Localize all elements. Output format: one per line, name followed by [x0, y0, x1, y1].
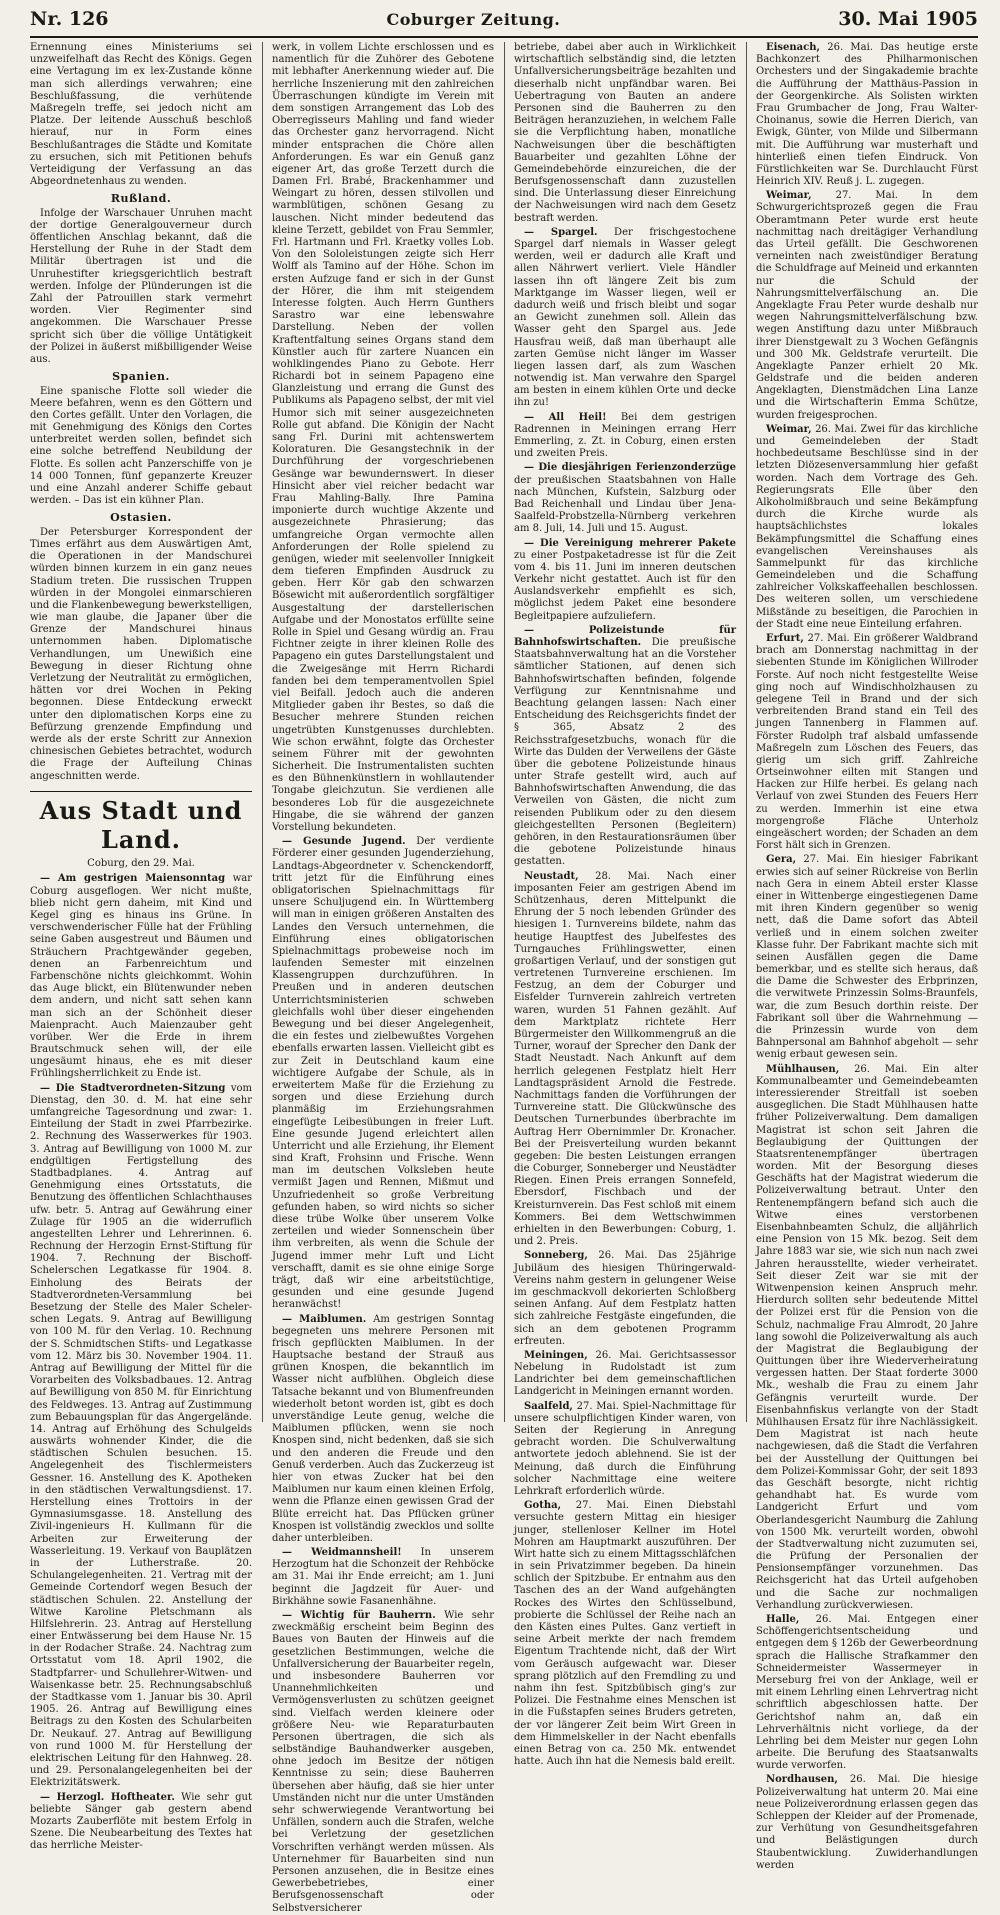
item-title: — Polizeistunde für Bahnhofswirtschaften. — [514, 624, 736, 648]
article-item — [30, 1792, 252, 1853]
article-item — [272, 1314, 494, 1546]
item-text: Der verdiente Förderer einer gesunden Jugenderziehung, Landtags-Abgeordneter v. Schenckendorff, tritt jetzt für die Einführung eines obligatorischen Spielnachmittags für unsere Schuljugend ein. In Württemberg will man in einigen größeren Anstalten des Landes den Versuch unternehmen, die Einführung eines obligatorischen Spielnachmittags probeweise noch im laufenden Semester mit einzelnen Klassengruppen durchzuführen. In Preußen und in anderen deutschen Unterrichtsministerien schweben gleichfalls wohl über dieser eingehenden Bewegung und bei dieser Angelegenheit, die ein festes und zielbewußtes Vorgehen ebenfalls erwarten lassen. Vielleicht gibt es zur Zeit in Deutschland kaum eine wichtigere Aufgabe der Schule, als in erweitertem Maße für die Erziehung zu sorgen und diese Erziehung durch planmäßig im Erziehungsrahmen eingefügte Leibesübungen in freier Luft. Eine gesunde Jugend erleichtert allen Unterricht und alle Erziehung, ihr Element sind Kraft, Frohsinn und Frische. Wenn man im deutschen Volksleben heute vermißt Jagen und Rennen, Mißmut und Unzufriedenheit so große Verbreitung gefunden haben, so wird nichts so sicher diese trübe Wolke über unserem Volke zerteilen und wieder Sonnenschein über ihm verbreiten, als wenn die Schule der Jugend immer mehr Luft und Licht verschafft, damit es sie ohne einige Sorge trägt, daß wir eine arbeitstüchtige, gesunden und eine gesunde Jugend heranwächst! — [272, 836, 494, 1311]
article-item — [514, 1250, 736, 1348]
item-title: Sonneberg, — [524, 1250, 588, 1262]
item-text: zu einer Postpaketadresse ist für die Zeit vom 4. bis 11. Juni im inneren deutschen Verkehr nicht gestattet. Auch ist für den Auslandsverkehr empfiehlt es sich, möglichst jedem Paket eine besondere Begleitpapiere aufzuliefern. — [514, 549, 736, 622]
issue-date: 30. Mai 1905 — [838, 8, 978, 30]
item-text: 27. Mai. Ein größerer Waldbrand brach am Donnerstag nachmittag in der siebenten Stunde im Königlichen Willroder Forste. Auf noch nicht festgestellte Weise ging noch auf Windischholzhausen zu gelegene Teil in Brand und der sich verbreitenden Brand stand ein Teil des jungen Tannenberg in Flammen auf. Förster Rudolph traf alsbald umfassende Maßregeln zum Löschen des Feuers, das gierig um sich griff. Zahlreiche Ortseinwohner eilten mit Stangen und Hacken zur Hilfe herbei. Es gelang nach Verlauf von zwei Stunden des Feuers Herr zu werden. Immerhin ist eine etwa morgengroße Fläche Unterholz eingeäschert worden; der Schaden an dem Forst hält sich in Grenzen. — [756, 633, 978, 852]
newspaper-title: Coburger Zeitung. — [386, 10, 561, 29]
item-text: 26. Mai. Zwei für das kirchliche und Gemeindeleben der Stadt hochbedeutsame Beschlüsse sind in der letzten Diözesenversammlung hier gefaßt worden. Nach dem Vortrage des Geh. Regierungsrats Elle über den Alkoholmißbrauch und seine Bekämpfung durch die Kirche wurde als hauptsächlichstes lokales Bekämpfungsmittel die Schaffung eines evangelischen Vereinshauses als Sammelpunkt für das kirchliche Gemeindeleben und die Schaffung zahlreicher Volkskaffeehallen beschlossen. Des weiteren sollen, um verschiedene Mißstände zu beseitigen, die Parochien in der Stadt eine neue Einteilung erfahren. — [756, 423, 978, 630]
article-item — [514, 227, 736, 410]
item-title: — Herzogl. Hoftheater. — [40, 1791, 175, 1803]
item-text: war Coburg ausgeflogen. Wer nicht mußte, blieb nicht gern daheim, mit Kind und Kegel ging es hinaus ins Grüne. In verschwenderischer Fülle hat der Frühling seine Gaben ausgestreut und Bäumen und Sträuchern Prachtgewänder gegeben, denen an Farbenreichtum und Farbenschöne nichts gleichkommt. Wohin das Auge blickt, ein Blütenwunder neben dem andern, und nicht satt sehen kann man sich an der Schönheit dieser Maienpracht. Auch Maienzauber geht vorüber. Wer die Erde in ihrem Brautschmuck sehen will, der eile ungesäumt hinaus, ehe es mit dieser Frühlingsherrlichkeit zu Ende ist. — [30, 873, 252, 1080]
item-text: 28. Mai. Nach einer imposanten Feier am gestrigen Abend im Schützenhaus, deren Mittelpunkt die Ehrung der 5 noch lebenden Gründer des hiesigen 1. Turnvereins bildete, nahm das heutige Hauptfest des Jubelfestes des Turngauches Frühlingswetter, einen großartigen Verlauf, und der sonstigen gut vertretenen Turnvereine erschienen. Im Festzug, an dem der Coburger und Eisfelder Turnverein zahlreich vertreten waren, wurden 51 Fahnen gezählt. Auf dem Marktplatz richtete Herr Bürgermeister den Willkommengruß an die Turner, worauf der Sprecher den Dank der Stadt Neustadt. Nach Ankunft auf dem herrlich gelegenen Festplatz hielt Herr Landtagspräsident Arnold die Festrede. Nachmittags fanden die Vorführungen der Turnvereine statt. Die Glückwünsche des Deutschen Turnerbundes überbrachte im Auftrag Herr Obernimmler Dr. Kronacher. Bei der Preisverteilung wurden bekannt gegeben: Die besten Leistungen errangen die Coburger, Sonneberger und Neustädter Riegen. Einen Preis errangen Sonnefeld, Ebersdorf, Fischbach und der Kreisturnverein. Das Fest schloß mit einem Kommers. Bei dem Wettschwimmen erhielten in den Bewerbungen: Coburg, 1. und 2. Preis. — [514, 870, 736, 1248]
article-text: betriebe, dabei aber auch in Wirklichkeit wirtschaftlich selbständig sind, die letzten Unfallversicherungsbeiträge bezahlten und dieserhalb nicht unpfändbar waren. Bei Uebertragung von Bauten an andere Personen sind die Bauherren zu den Beiträgen heranzuziehen, in welchem Falle sie die Verpflichtung haben, monatliche Nachweisungen über die beschäftigten Bauarbeiter und gezahlten Löhne der Gemeindebehörde einzureichen, die der Berufsgenossenschaft dann zuzustellen sind. Die Unterlassung dieser Einreichung der Nachweisungen wird nach dem Gesetz bestraft werden. — [514, 42, 736, 224]
article-text: Der Petersburger Korrespondent der Times erfährt aus dem Auswärtigen Amt, die Operationen in der Mandschurei würden binnen kurzem in ein ganz neues Stadium treten. Die russischen Truppen würden in der Mongolei einmarschieren und die Flankenbewegung bewerkstelligen, wie man glaube, die Japaner über die Grenze der Mandschurei hinaus unternommen haben. Diplomatische Verhandlungen, um Unewißich eine Bewegung in dieser Richtung ohne Verletzung der Neutralität zu ermöglichen, hätten vor drei Wochen in Peking begonnen. Diese Entdeckung erweckt unter den diplomatischen Korps eine zu Befürzung grenzende Empfindung und werde als der erste Schritt zur Annexion chinesischen Gebietes betrachtet, wodurch die Frage der Aufteilung Chinas angeschnitten werde. — [30, 526, 253, 782]
article-item — [30, 873, 252, 1080]
article-item — [514, 538, 736, 623]
masthead — [30, 8, 978, 38]
article-text: Infolge der Warschauer Unruhen macht der dortige Generalgouverneur durch öffentlichen Anschlag bekannt, daß die Herstellung der Ruhe in der Stadt dem Militär übertragen ist und die Unruhestifter kriegsgerichtlich bestraft werden. Infolge der Plünderungen ist die Zahl der Patrouillen stark vermehrt worden. Vier Regimenter sind angekommen. Die Warschauer Presse spricht sich über die völlige Untätigkeit der Polizei in äußerst mißbilligender Weise aus. — [30, 207, 252, 365]
item-title: — Wichtig für Bauherrn. — [282, 1610, 436, 1621]
item-title: — Die Vereinigung mehrerer Pakete — [524, 537, 736, 549]
item-text: 27. Mai. Einen Diebstahl versuchte gestern Mittag ein hiesiger junger, stellenloser Kellner im Hotel Mohren am Hauptmarkt auszuführen. Der Wirt hatte sich zu einem Mittagsschläfchen in sein Privatzimmer begeben. Da hinein schlich der Spitzbube. Er entnahm aus den Taschen des an der Wand aufgehängten Rockes des Wirtes den Schlüsselbund, probierte die Schlüssel der Reihe nach an den Kästen eines Pultes. Ganz vertieft in seine Arbeit merkte der nach fremdem Eigentum Trachtende nicht, daß der Wirt vom Geräusch aufgewacht war. Dieser sprang plötzlich auf den Fremdling zu und nahm ihn fest. Spitzbübisch ging's zur Polizei. Die Festnahme eines Menschen ist in die Fußstapfen seines Bruders getreten, der vor längerer Zeit beim Wirt Green in dem Himmelskeller in der Nacht ebenfalls einen Betrag von ca. 250 Mk. entwendet hatte. Auch ihn hat die Nemesis bald ereilt. — [514, 1500, 736, 1768]
item-title: Gotha, — [524, 1500, 562, 1512]
article-text: Eine spanische Flotte soll wieder die Meere befahren, wenn es den Göttern und den Cortes gefällt. Unter den Vorlagen, die mit Genehmigung des Königs den Cortes unterbreitet werden sollen, befindet sich eine solche betreffend Neubildung der Flotte. Es sollen acht Panzerschiffe von je 14 000 Tonnen, fünf gepanzerte Kreuzer und eine Anzahl anderer Schiffe gebaut werden. – Das ist ein kühner Plan. — [30, 385, 252, 507]
article-item — [30, 1083, 252, 1790]
item-title: — Spargel. — [524, 226, 598, 238]
article-item — [514, 462, 736, 535]
item-title: Halle, — [766, 1614, 800, 1625]
article-item — [514, 1500, 736, 1768]
article-item — [756, 854, 978, 1061]
item-text: 26. Mai. Die hiesige Polizeiverwaltung hat unterm 20. Mai eine neue Polizeiverordnung erlassen gegen das Schleppen der Kleider auf der Promenade, zur Verhütung von Gesundheitsgefahren und Belästigungen durch Staubentwicklung. Zuwiderhandlungen werden — [756, 1774, 978, 1871]
item-text: 26. Mai. Entgegen einer Schöffengerichtsentscheidung und entgegen dem § 126b der Gewerbeordnung sprach die Hallische Strafkammer den Schneidermeister Wassermeyer in Merseburg frei von der Anklage, weil er mit einem Lehrling einen Lehrvertrag nicht schriftlich abgeschlossen hatte. Der Gerichtshof nahm an, daß ein Lehrverhältnis nicht vorliege, da der Lehrling bei dem Meister nur gegen Lohn arbeite. Die Berufung des Staatsanwalts wurde verworfen. — [756, 1614, 978, 1772]
item-title: Weimar, — [766, 423, 812, 435]
item-title: Erfurt, — [766, 633, 804, 644]
item-text: 26. Mai. Das 25jährige Jubiläum des hiesigen Thüringerwald-Vereins nahm gestern in gelungener Weise im geschmackvoll dekorierten Schloßberg seinen Anfang. Auf dem Festplatz hatten sich zahlreiche Festgäste eingefunden, die sich an dem gebotenen Programm erfreuten. — [514, 1250, 736, 1347]
article-item — [756, 190, 978, 422]
article-item — [514, 625, 736, 869]
column-1 — [30, 42, 253, 1852]
item-title: Meiningen, — [524, 1349, 588, 1361]
section-heading: Aus Stadt und Land. — [30, 791, 252, 855]
article-text: Ernennung eines Ministeriums sei unzweifelhaft das Recht des Königs. Gegen eine Vertagung im ex lex-Zustande könne man sich allerdings verwahren; eine Beschlußfassung, die verhütende Maßregeln treffe, sei jedoch nicht am Platze. Der leitende Ausschuß beschloß hierauf, nur in Form eines Beschlußantrages die Städte und Komitate zu ersuchen, sich mit Petitionen behufs Verteidigung der Verfassung an das Abgeordnetenhaus zu wenden. — [30, 42, 252, 188]
item-text: der preußischen Staatsbahnen von Halle nach München, Kufstein, Salzburg oder Bad Reichenhall und Lindau über Jena-Saalfeld-Probstzella-Nürnberg verkehren am 8. Juli, 14. Juli und 15. August. — [514, 474, 736, 535]
heading-ostasien: Ostasien. — [110, 511, 172, 525]
item-title: Mühlhausen, — [766, 1063, 840, 1075]
article-item — [756, 1614, 978, 1772]
item-text: 26. Mai. Gerichtsassessor Nebelung in Rudolstadt ist zum Landrichter bei dem gemeinschaftlichen Landgericht in Meiningen ernannt worden. — [514, 1349, 736, 1398]
column-3 — [504, 42, 737, 1768]
article-item — [272, 836, 494, 1311]
article-item — [272, 1547, 494, 1608]
item-title: — Weidmannsheil! — [282, 1547, 402, 1559]
item-title: Saalfeld, — [524, 1400, 573, 1412]
item-text: Die preußische Staatsbahnverwaltung hat an die Vorsteher sämtlicher Stationen, auf denen sich Bahnhofswirtschaften befinden, folgende Verfügung zur Kenntnisnahme und Beachtung gelangen lassen: Nach einer Entscheidung des Reichsgerichts findet der § 365, Absatz 2 des Reichsstrafgesetzbuchs, wonach für die Wirte das Dulden der Verweilens der Gäste über die gebotene Polizeistunde hinaus unter Strafe gestellt wird, auch auf Bahnhofswirtschaften Anwendung, die das Verweilen von Gästen, die nicht zum reisenden Publikum oder zu den diesem gleichgestellten Personen (Begleitern) gehören, in den Restaurationsräumen über die gebotene Polizeistunde hinaus gestatten. — [514, 637, 736, 868]
article-item — [756, 633, 978, 852]
item-text: 27. Mai. Ein hiesiger Fabrikant erwies sich auf seiner Rückreise von Berlin nach Gera in einem Abteil erster Klasse einer in Wittenberge eingestiegenen Dame mit ihren Kindern gegenüber so wenig nett, daß die Dame sofort das Abteil verließ und in einem solchen zweiter Klasse fuhr. Der Fabrikant machte sich mit seinen Ausfällen gegen die Dame bemerkbar, und es stellte sich heraus, daß die Dame die Schwester des Erbprinzen, die verwitwete Prinzessin Solms-Braunfels, war, die zum Besuch dorthin reiste. Der Fabrikant soll über die Wahrnehmung — die Prinzessin wurde von dem Bahnpersonal am Bahnhof abgeholt — sehr wenig erbaut gewesen sein. — [756, 854, 978, 1061]
item-title: Nordhausen, — [766, 1774, 838, 1786]
item-title: Eisenach, — [766, 42, 821, 53]
dateline: Coburg, den 29. Mai. — [87, 858, 195, 870]
heading-russland: Rußland. — [110, 192, 172, 206]
article-item — [514, 1401, 736, 1499]
article-item — [272, 1610, 494, 1915]
item-title: Gera, — [766, 854, 797, 866]
item-text: 27. Mai. Spiel-Nachmittage für unsere schulpflichtigen Kinder waren, von Seiten der Regierung in Anregung gebracht worden. Die Schulverwaltung antwortete jedoch ablehnend. Sie ist der Meinung, daß durch die Einführung solcher Nachmittage eine weitere Lehrkraft erforderlich würde. — [514, 1400, 736, 1497]
item-title: Weimar, — [766, 190, 812, 202]
article-item — [756, 424, 978, 631]
item-title: — Die Stadtverordneten-Sitzung — [40, 1082, 226, 1094]
item-title: Neustadt, — [524, 870, 579, 882]
heading-spanien: Spanien. — [112, 370, 170, 384]
column-4 — [746, 42, 978, 1871]
item-text: 26. Mai. Das heutige erste Bachkonzert des Philharmonischen Orchesters und der Singakademie brachte die Aufführung der Matthäus-Passion in der Georgenkirche. Als Solisten wirkten Frau Grumbacher de Jong, Frau Walter-Choinanus, sowie die Herren Dierich, van Ewigk, Günter, von Milde und Silbermann mit. Die Aufführung war musterhaft und hinterließ einen tiefen Eindruck. Von Fürstlichkeiten war Se. Durchlaucht Fürst Heinrich XIV. Reuß j. L. zugegen. — [756, 42, 978, 188]
item-title: — Maiblumen. — [282, 1313, 367, 1325]
item-text: Wie sehr zweckmäßig erscheint beim Beginn des Baues von Bauten der Hinweis auf die gesetzlichen Bestimmungen, welche die Unfallversicherung der Bauarbeiter regeln, und insbesondere Bauherren vor Unannehmlichkeiten und Vermögensverlusten zu schützen geeignet sind. Vielfach werden kleinere oder größere Neu- wie Reparaturbauten Personen übertragen, die sich als selbständige Bauhandwerker ausgeben, ohne jedoch im Besitze der nötigen Kenntnisse zu sein; diese Bauherren übersehen aber häufig, daß sie hier unter Umständen nicht nur die unter Umständen sehr schwerwiegende Verantwortung bei Unfällen, sondern auch die Strafen, welche bei Verletzung der gesetzlichen Vorschriften verhängt werden müssen. Als Unternehmer für Bauarbeiten sind nun Personen anzusehen, die in Besitze eines Gewerbebetriebes, einer Berufsgenossenschaft oder Selbstversicherer — [272, 1610, 494, 1914]
article-item — [514, 412, 736, 461]
item-text: Der frischgestochene Spargel darf niemals in Wasser gelegt werden, weil er dadurch alle Kraft und allen Nährwert verliert. Viele Händler lassen ihn oft längere Zeit bis zum Marktgange im Wasser liegen, weil er dadurch weiß und frisch bleibt und sogar an Gewicht zunehmen soll. Allein das Wasser geht den Spargel aus. Jede Hausfrau weiß, daß man überhaupt alle zarten Gemüse nicht länger im Wasser liegen lassen darf, als zum Waschen notwendig ist. Man verwahre den Spargel am besten in einem kühlen Orte und decke ihn zu! — [514, 226, 737, 409]
item-text: Wie sehr gut beliebte Sänger gab gestern abend Mozarts Zauberflöte mit bestem Erfolg in Szene. Die Neubearbeitung des Textes hat das herrliche Meister- — [30, 1791, 252, 1852]
article-item — [756, 1774, 978, 1872]
column-2 — [262, 42, 495, 1914]
article-item — [514, 871, 736, 1249]
item-text: In unserem Herzogtum hat die Schonzeit der Rehböcke am 31. Mai ihr Ende erreicht; am 1. Juni beginnt die Jagdzeit für Auer- und Birkhähne sowie Fasanenhähne. — [272, 1547, 495, 1607]
issue-number: Nr. 126 — [30, 8, 109, 30]
item-text: vom Dienstag, den 30. d. M. hat eine sehr umfangreiche Tagesordnung und zwar: 1. Einteilung der Stadt in zwei Pfarrbezirke. 2. Rechnung des Wasserwerkes für 1903. 3. Antrag auf Bewilligung von 1000 M. zur endgültigen Fertigstellung des Stadtbadplanes. 4. Antrag auf Genehmigung eines Ortsstatuts, die Benutzung des öffentlichen Schlachthauses ufw. betr. 5. Antrag auf Gewährung einer Zulage für 1905 an die widerruflich angestellten Lehrer und Lehrerinnen. 6. Rechnung der Herzogin Ernst-Stiftung für 1904. 7. Rechnung der Bischoff-Schelerschen Legatkasse für 1904. 8. Einholung des Beirats der Stadtverordneten-Versammlung bei Besetzung der Stelle des Maler Scheler-schen Legats. 9. Antrag auf Bewilligung von 100 M. für den Verlag. 10. Rechnung der S. Schmidtschen Stifts- und Legatkasse vom 12. März bis 30. November 1904. 11. Antrag auf Bewilligung der Mittel für die Vorarbeiten des Volksbadbaues. 12. Antrag auf Bewilligung von 850 M. für Einrichtung des Feldweges. 13. Antrag auf Zustimmung zum Bebauungsplan für das Angergelände. 14. Antrag auf Erhöhung des Schulgelds auswärts wohnender Kinder, die die städtischen Schulen besuchen. 15. Angelegenheit des Tischlermeisters Gessner. 16. Anstellung des K. Apotheken in den städtischen Verwaltungsdienst. 17. Herstellung eines Trottoirs in der Gymnasiumsgasse. 18. Anstellung des Zivil-ingenieurs H. Kullmann für die Arbeiten zur Erweiterung der Wasserleitung. 19. Verkauf von Bauplätzen in der Lutherstraße. 20. Schulangelegenheiten. 21. Vertrag mit der Gemeinde Cortendorf wegen Besuch der städtischen Schulen. 22. Anstellung der Witwe Karoline Pletschmann als Hilfslehrerin. 23. Antrag auf Herstellung einer Entwässerung bei dem Hause Nr. 15 in der Rodacher Straße. 24. Nachtrag zum Ortsstatut vom 18. April 1902, die Stadtpfarrer- und Schullehrer-Witwen- und Waisenkasse betr. 25. Rechnungsabschluß der Stadtkasse vom 1. Januar bis 30. April 1905. 26. Antrag auf Bewilligung eines Beitrags zu den Kosten des Schularbeiten Dr. Neukauf. 27. Antrag auf Bewilligung von rund 1000 M. für Herstellung der elektrischen Leitung für den Hahnweg. 28. und 29. Personalangelegenheiten bei der Elektrizitätswerk. — [30, 1082, 252, 1789]
article-columns — [30, 42, 978, 1914]
article-item — [756, 42, 978, 188]
item-title: — Gesunde Jugend. — [282, 836, 406, 848]
item-title: — Die diesjährigen Ferienzonderzüge — [524, 462, 736, 474]
article-text: werk, in vollem Lichte erschlossen und es namentlich für die Zuhörer des Gebotene mit lebhafter Anerkennung wieder auf. Die herrliche Inszenierung mit den zahlreichen Überraschungen kündigte im Verein mit dem sonstigen Arrangement das Lob des Oberregisseurs Mahling und fand wieder das Orchester ganz hervorragend. Nicht minder entsprachen die Chöre allen Anforderungen. Es war ein Genuß ganz eigener Art, das große Terzett durch die Damen Frl. Brabé, Brackenhammer und Weingart zu hören, dessen stilvollen und warmblütigen, schönen Gesang zu lauschen. Nicht minder bedeutend das kleine Terzett, gebildet von Frau Semmler, Frl. Hartmann und Frl. Kraetky volles Lob. Von den Sololeistungen zeigte sich Herr Wolff als Tamino auf der Höhe. Schon im ersten Aufzuge fand er sich in der Gunst der Hörer, die ihm mit steigendem Interesse folgten. Auch Herrn Gunthers Sarastro war eine lebenswahre Darstellung. Neben der vollen Kraftentfaltung seines Organs stand dem Künstler auch für zartere Nuancen ein wohlklingendes Piano zu Gebote. Herr Richardi bot in seinem Papageno eine Glanzleistung und errang die Gunst des Publikums als Papageno selbst, der mit viel Humor sich mit seiner ausgezeichneten Rolle gut abfand. Die Königin der Nacht sang Frl. Durini mit achtenswertem Koloraturen. Die Gesangstechnik in der Durchführung der vorgeschriebenen Gesänge war bewundernswert. In dieser Hinsicht aber viel reicher bedacht war Frau Mahling-Bally. Ihre Pamina imponierte durch wuchtige Akzente und ausgezeichnete Phrasierung; das umfangreiche Organ vermochte allen Anforderungen der Rolle spielend zu genügen, wieder mit seelenvoller Innigkeit dem tieferen Empfinden Ausdruck zu geben. Herr Kör gab den schwarzen Bösewicht mit außerordentlich sorgfältiger Ausgestaltung der darstellerischen Aufgabe und der Monostatos erfüllte seine Rolle in Spiel und Gesang würdig an. Frau Fichtner zeigte in ihrer kleinen Rolle des Papageno ein gutes Darstellungstalent und die Zweigesänge mit Herrn Richardi fanden bei dem temperamentvollen Spiel viel Beifall. Jedoch auch die anderen Mitglieder gaben ihr Bestes, so daß die Besucher mehrere Stunden reichen ungetrübten Kunstgenusses durchlebten. Wie schon erwähnt, folgte das Orchester seinem Führer mit der gewohnten Sicherheit. Die Instrumentalisten suchten es den Bühnenkünstlern in wohllautender Tongabe gleichzutun. Sie verdienen alle besonderes Lob für die ausgezeichnete Hingabe, die sie während der ganzen Vorstellung bekundeten. — [272, 42, 494, 833]
item-text: Bei dem gestrigen Radrennen in Meiningen errang Herr Emmerling, z. Zt. in Coburg, einen ersten und zweiten Preis. — [514, 411, 736, 460]
article-item — [756, 1064, 978, 1612]
item-text: 27. Mai. In dem Schwurgerichtsprozeß gegen die Frau Oberamtmann Peter wurde erst heute nachmittag nach dreitägiger Verhandlung das Urteil gefällt. Die Geschworenen verneinten nach zweistündiger Beratung die Schuldfrage auf Meineid und erkannten nur die Schuld der Nahrungsmittelverfälschung an. Die Angeklagte Frau Peter wurde deshalb nur wegen Nahrungsmittelverfälschung bzw. wegen Anstiftung dazu unter Mißbrauch ihrer Dienstgewalt zu 3 Wochen Gefängnis und 300 Mk. Geldstrafe verurteilt. Die Angeklagte Panzer erhielt 20 Mk. Geldstrafe und die beiden anderen Angeklagten, Dienstmädchen Lina Lanze und die Wirtschafterin Emma Schütze, wurden freigesprochen. — [756, 190, 978, 421]
article-item — [514, 1350, 736, 1399]
item-text: Am gestrigen Sonntag begegneten uns mehrere Personen mit frisch gepflückten Maiblumen. In der Hauptsache bestand der Strauß aus grünen Knospen, die bekanntlich im Wasser nicht aufblühen. Obgleich diese Tatsache bekannt und von Blumenfreunden wiederholt betont worden ist, gibt es doch unverständige Leute genug, welche die Maiblumen pflücken, wenn sie noch Knospen sind, nicht bedenken, daß sie sich und den anderen die Freude und den Genuß verderben. Auch das Zuckerzeug ist hier von etwas Zucker hat bei den Maiblumen nur kaum einen kleinen Erfolg, wenn die Pflanze einen gewissen Grad der Blüte erreicht hat. Das Pflücken grüner Knospen ist vollständig zwecklos und sollte daher unterbleiben. — [272, 1313, 494, 1544]
item-title: — Am gestrigen Maiensonntag — [40, 873, 226, 885]
item-title: — All Heil! — [524, 411, 607, 423]
item-text: 26. Mai. Ein alter Kommunalbeamter und Gemeindebeamten interessierender Streitfall ist soeben ausgeglichen. Die Stadt Mühlhausen hatte früher Polizeiverwaltung. Dem damaligen Magistrat ist schon seit Jahren die Beglaubigung der Quittungen der Staatsrentenempfänger übertragen worden. Mit der Besorgung dieses Geschäfts hat der Magistrat wiederum die Polizeiverwaltung betraut. Unter den Rentenempfängern befand sich auch die Witwe eines verstorbenen Eisenbahnbeamten Schulz, die alljährlich eine Pension von 15 Mk. bezog. Seit dem Jahre 1883 war sie, wie sich nun nach zwei Jahren herausstellte, wieder verheiratet. Seit dieser Zeit war sie mit der Witwenpension keinen Anspruch mehr. Hierdurch sollten sehr bedeutende Mittel der Polizei erst für die Pension von die Schulz, nachmalige Frau Almrodt, 20 Jahre lang sowohl die Polizeiverwaltung als auch der Magistrat die Beglaubigung der Quittungen über ihre Wiederverheiratung vergessen hatten. Der Staat forderte 3000 Mk., weshalb die Frau zu einem Jahr Gefängnis verurteilt wurde. Der Eisenbahnfiskus verlangte von der Stadt Mühlhausen Ersatz für ihre Nachlässigkeit. Dem Magistrat ist nach heute nachgewiesen, daß die Stadt die Verfahren bei der Ausstellung der Quittungen bei dem Polizei-Kommissar Gohr, der seit 1893 das Geschäft besorgte, nicht richtig gehandhabt hat. Es wurde vom Landgericht Erfurt und vom Oberlandesgericht Naumburg die Zahlung von 1500 Mk. verurteilt worden, obwohl der Stadtverwaltung nicht zuzumuten sei, die Prüfung der Personalien der Pensionsempfänger vorzunehmen. Das Reichsgericht hat das Urteil aufgehoben und die Sache zur nochmaligen Verhandlung zurückverwiesen. — [756, 1063, 978, 1611]
